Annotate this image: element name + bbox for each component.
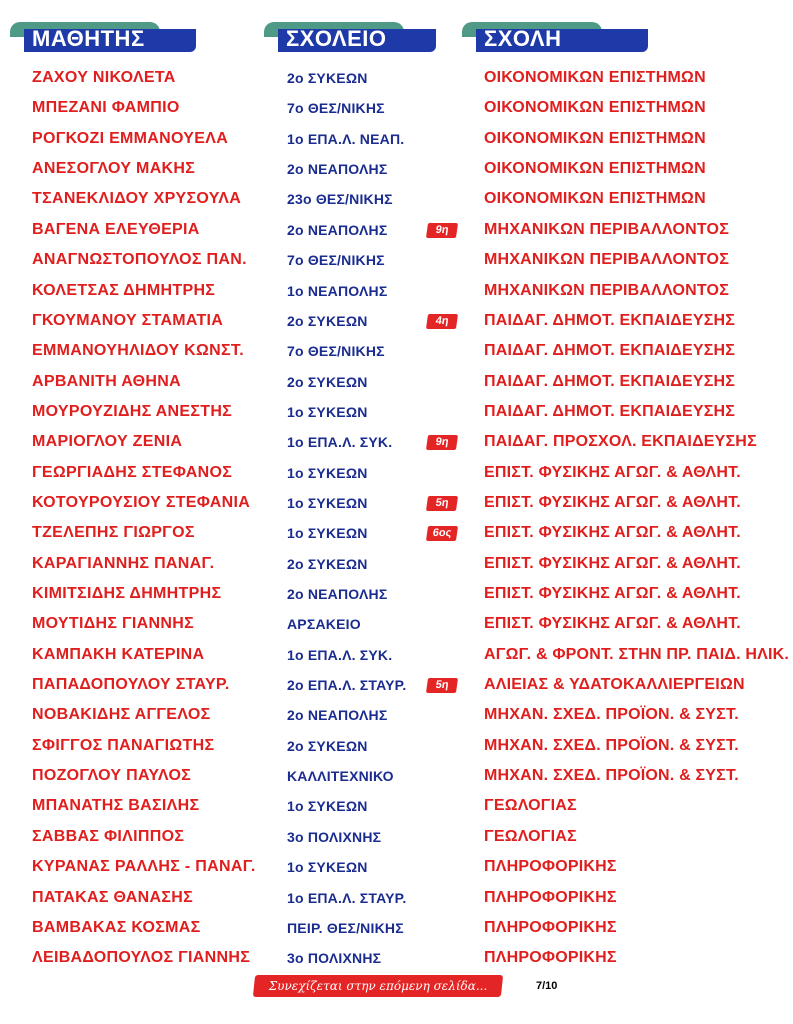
rank-badge: 5η bbox=[426, 678, 458, 693]
student-name: ΠΑΠΑΔΟΠΟΥΛΟΥ ΣΤΑΥΡ. bbox=[32, 676, 230, 693]
list-item bbox=[0, 336, 793, 366]
school-name: 7ο ΘΕΣ/ΝΙΚΗΣ bbox=[287, 100, 385, 117]
student-name: ΖΑΧΟΥ ΝΙΚΟΛΕΤΑ bbox=[32, 69, 176, 86]
continued-text: Συνεχίζεται στην επόμενη σελίδα... bbox=[268, 979, 488, 993]
list-item bbox=[0, 943, 793, 973]
list-item bbox=[0, 822, 793, 852]
student-name: ΜΠΕΖΑΝΙ ΦΑΜΠΙΟ bbox=[32, 99, 180, 117]
header-faculty-label: ΣΧΟΛΗ bbox=[484, 26, 562, 51]
list-item bbox=[0, 215, 793, 245]
list-item bbox=[0, 913, 793, 943]
student-name: ΚΟΤΟΥΡΟΥΣΙΟΥ ΣΤΕΦΑΝΙΑ bbox=[32, 493, 251, 511]
list-item bbox=[0, 640, 793, 670]
faculty-name: ΜΗΧΑΝ. ΣΧΕΔ. ΠΡΟΪΟΝ. & ΣΥΣΤ. bbox=[484, 736, 739, 754]
list-item bbox=[0, 367, 793, 397]
rank-badge: 9η bbox=[426, 223, 458, 238]
faculty-name: ΕΠΙΣΤ. ΦΥΣΙΚΗΣ ΑΓΩΓ. & ΑΘΛΗΤ. bbox=[484, 463, 741, 481]
school-name: 1ο ΣΥΚΕΩΝ bbox=[287, 859, 368, 876]
school-name: 1ο ΣΥΚΕΩΝ bbox=[287, 403, 368, 420]
faculty-name: ΠΛΗΡΟΦΟΡΙΚΗΣ bbox=[484, 858, 617, 876]
faculty-name: ΠΛΗΡΟΦΟΡΙΚΗΣ bbox=[484, 888, 617, 906]
list-item bbox=[0, 852, 793, 882]
school-name: ΠΕΙΡ. ΘΕΣ/ΝΙΚΗΣ bbox=[287, 919, 404, 936]
student-name: ΝΟΒΑΚΙΔΗΣ ΑΓΓΕΛΟΣ bbox=[32, 706, 211, 724]
faculty-name: ΠΛΗΡΟΦΟΡΙΚΗΣ bbox=[484, 918, 617, 936]
list-item bbox=[0, 124, 793, 154]
list-item bbox=[0, 579, 793, 609]
header-school-label: ΣΧΟΛΕΙΟ bbox=[286, 26, 387, 51]
school-name: 2ο ΕΠΑ.Λ. ΣΤΑΥΡ. bbox=[287, 677, 407, 693]
faculty-name: ΑΓΩΓ. & ΦΡΟΝΤ. ΣΤΗΝ ΠΡ. ΠΑΙΔ. ΗΛΙΚ. bbox=[484, 645, 790, 663]
list-item bbox=[0, 397, 793, 427]
faculty-name: ΑΛΙΕΙΑΣ & ΥΔΑΤΟΚΑΛΛΙΕΡΓΕΙΩΝ bbox=[484, 676, 745, 693]
list-item bbox=[0, 883, 793, 913]
rank-badge: 9η bbox=[426, 435, 458, 450]
student-name: ΠΟΖΟΓΛΟΥ ΠΑΥΛΟΣ bbox=[32, 767, 192, 785]
school-name: 1ο ΕΠΑ.Λ. ΣΥΚ. bbox=[287, 434, 393, 451]
list-item bbox=[0, 731, 793, 761]
faculty-name: ΠΑΙΔΑΓ. ΔΗΜΟΤ. ΕΚΠΑΙΔΕΥΣΗΣ bbox=[484, 311, 736, 329]
student-name: ΣΑΒΒΑΣ ΦΙΛΙΠΠΟΣ bbox=[32, 827, 185, 845]
faculty-name: ΕΠΙΣΤ. ΦΥΣΙΚΗΣ ΑΓΩΓ. & ΑΘΛΗΤ. bbox=[484, 615, 741, 633]
student-name: ΤΣΑΝΕΚΛΙΔΟΥ ΧΡΥΣΟΥΛΑ bbox=[32, 190, 242, 208]
student-name: ΒΑΜΒΑΚΑΣ ΚΟΣΜΑΣ bbox=[32, 918, 201, 936]
school-name: 1ο ΣΥΚΕΩΝ bbox=[287, 494, 368, 511]
list-item bbox=[0, 700, 793, 730]
school-name: 3ο ΠΟΛΙΧΝΗΣ bbox=[287, 828, 382, 845]
school-name: ΚΑΛΛΙΤΕΧΝΙΚΟ bbox=[287, 768, 394, 785]
school-name: 2ο ΝΕΑΠΟΛΗΣ bbox=[287, 707, 388, 724]
school-name: 2ο ΣΥΚΕΩΝ bbox=[287, 373, 368, 390]
faculty-name: ΠΑΙΔΑΓ. ΔΗΜΟΤ. ΕΚΠΑΙΔΕΥΣΗΣ bbox=[484, 372, 736, 390]
faculty-name: ΓΕΩΛΟΓΙΑΣ bbox=[484, 827, 577, 845]
school-name: 3ο ΠΟΛΙΧΝΗΣ bbox=[287, 950, 382, 967]
list-item bbox=[0, 609, 793, 639]
school-name: 1ο ΣΥΚΕΩΝ bbox=[287, 798, 368, 815]
school-name: 2ο ΝΕΑΠΟΛΗΣ bbox=[287, 221, 388, 238]
faculty-name: ΕΠΙΣΤ. ΦΥΣΙΚΗΣ ΑΓΩΓ. & ΑΘΛΗΤ. bbox=[484, 493, 741, 511]
faculty-name: ΟΙΚΟΝΟΜΙΚΩΝ ΕΠΙΣΤΗΜΩΝ bbox=[484, 129, 706, 147]
student-name: ΑΝΕΣΟΓΛΟΥ ΜΑΚΗΣ bbox=[32, 160, 196, 178]
list-item bbox=[0, 93, 793, 123]
student-name: ΚΑΡΑΓΙΑΝΝΗΣ ΠΑΝΑΓ. bbox=[32, 554, 215, 572]
faculty-name: ΟΙΚΟΝΟΜΙΚΩΝ ΕΠΙΣΤΗΜΩΝ bbox=[484, 160, 706, 178]
student-name: ΒΑΓΕΝΑ ΕΛΕΥΘΕΡΙΑ bbox=[32, 220, 200, 238]
faculty-name: ΕΠΙΣΤ. ΦΥΣΙΚΗΣ ΑΓΩΓ. & ΑΘΛΗΤ. bbox=[484, 554, 741, 572]
student-name: ΚΙΜΙΤΣΙΔΗΣ ΔΗΜΗΤΡΗΣ bbox=[32, 585, 222, 602]
list-item bbox=[0, 670, 793, 700]
student-name: ΚΟΛΕΤΣΑΣ ΔΗΜΗΤΡΗΣ bbox=[32, 281, 216, 299]
school-name: 1ο ΣΥΚΕΩΝ bbox=[287, 464, 368, 481]
faculty-name: ΜΗΧΑΝΙΚΩΝ ΠΕΡΙΒΑΛΛΟΝΤΟΣ bbox=[484, 251, 729, 269]
school-name: ΑΡΣΑΚΕΙΟ bbox=[287, 616, 361, 633]
list-item bbox=[0, 427, 793, 457]
faculty-name: ΠΛΗΡΟΦΟΡΙΚΗΣ bbox=[484, 949, 617, 967]
student-name: ΕΜΜΑΝΟΥΗΛΙΔΟΥ ΚΩΝΣΤ. bbox=[32, 342, 244, 360]
faculty-name: ΠΑΙΔΑΓ. ΠΡΟΣΧΟΛ. ΕΚΠΑΙΔΕΥΣΗΣ bbox=[484, 433, 757, 451]
faculty-name: ΜΗΧΑΝ. ΣΧΕΔ. ΠΡΟΪΟΝ. & ΣΥΣΤ. bbox=[484, 706, 739, 724]
list-item bbox=[0, 306, 793, 336]
list-item bbox=[0, 276, 793, 306]
faculty-name: ΓΕΩΛΟΓΙΑΣ bbox=[484, 797, 577, 815]
school-name: 1ο ΕΠΑ.Λ. ΣΥΚ. bbox=[287, 646, 393, 663]
faculty-name: ΕΠΙΣΤ. ΦΥΣΙΚΗΣ ΑΓΩΓ. & ΑΘΛΗΤ. bbox=[484, 524, 741, 542]
faculty-name: ΠΑΙΔΑΓ. ΔΗΜΟΤ. ΕΚΠΑΙΔΕΥΣΗΣ bbox=[484, 402, 736, 420]
student-name: ΣΦΙΓΓΟΣ ΠΑΝΑΓΙΩΤΗΣ bbox=[32, 736, 215, 754]
rank-badge: 6ος bbox=[426, 526, 458, 541]
school-name: 1ο ΕΠΑ.Λ. ΣΤΑΥΡ. bbox=[287, 889, 407, 906]
student-name: ΜΠΑΝΑΤΗΣ ΒΑΣΙΛΗΣ bbox=[32, 797, 200, 815]
school-name: 2ο ΣΥΚΕΩΝ bbox=[287, 737, 368, 754]
list-item bbox=[0, 488, 793, 518]
faculty-name: ΟΙΚΟΝΟΜΙΚΩΝ ΕΠΙΣΤΗΜΩΝ bbox=[484, 69, 706, 86]
student-name: ΜΟΥΤΙΔΗΣ ΓΙΑΝΝΗΣ bbox=[32, 615, 195, 633]
page-number: 7/10 bbox=[536, 980, 558, 992]
rank-badge: 5η bbox=[426, 496, 458, 511]
header-student bbox=[10, 22, 196, 52]
faculty-name: ΕΠΙΣΤ. ΦΥΣΙΚΗΣ ΑΓΩΓ. & ΑΘΛΗΤ. bbox=[484, 585, 741, 602]
school-name: 2ο ΣΥΚΕΩΝ bbox=[287, 312, 368, 329]
student-name: ΡΟΓΚΟΖΙ ΕΜΜΑΝΟΥΕΛΑ bbox=[32, 129, 229, 147]
list-item bbox=[0, 791, 793, 821]
school-name: 1ο ΕΠΑ.Λ. ΝΕΑΠ. bbox=[287, 130, 405, 147]
list-item bbox=[0, 184, 793, 214]
faculty-name: ΜΗΧΑΝ. ΣΧΕΔ. ΠΡΟΪΟΝ. & ΣΥΣΤ. bbox=[484, 767, 739, 785]
student-name: ΜΑΡΙΟΓΛΟΥ ΖΕΝΙΑ bbox=[32, 433, 183, 451]
student-name: ΤΖΕΛΕΠΗΣ ΓΙΩΡΓΟΣ bbox=[32, 524, 195, 542]
school-name: 1ο ΣΥΚΕΩΝ bbox=[287, 525, 368, 542]
list-item bbox=[0, 518, 793, 548]
faculty-name: ΜΗΧΑΝΙΚΩΝ ΠΕΡΙΒΑΛΛΟΝΤΟΣ bbox=[484, 281, 729, 299]
faculty-name: ΜΗΧΑΝΙΚΩΝ ΠΕΡΙΒΑΛΛΟΝΤΟΣ bbox=[484, 220, 729, 238]
list-item bbox=[0, 245, 793, 275]
school-name: 2ο ΝΕΑΠΟΛΗΣ bbox=[287, 586, 388, 602]
list-item bbox=[0, 63, 793, 93]
faculty-name: ΟΙΚΟΝΟΜΙΚΩΝ ΕΠΙΣΤΗΜΩΝ bbox=[484, 99, 706, 117]
student-name: ΑΝΑΓΝΩΣΤΟΠΟΥΛΟΣ ΠΑΝ. bbox=[32, 251, 247, 269]
list-item bbox=[0, 458, 793, 488]
student-name: ΚΑΜΠΑΚΗ ΚΑΤΕΡΙΝΑ bbox=[32, 645, 205, 663]
student-name: ΓΚΟΥΜΑΝΟΥ ΣΤΑΜΑΤΙΑ bbox=[32, 311, 224, 329]
student-name: ΜΟΥΡΟΥΖΙΔΗΣ ΑΝΕΣΤΗΣ bbox=[32, 402, 233, 420]
rank-badge: 4η bbox=[426, 314, 458, 329]
list-item bbox=[0, 549, 793, 579]
list-item bbox=[0, 154, 793, 184]
list-item bbox=[0, 761, 793, 791]
school-name: 2ο ΣΥΚΕΩΝ bbox=[287, 70, 368, 86]
student-name: ΚΥΡΑΝΑΣ ΡΑΛΛΗΣ - ΠΑΝΑΓ. bbox=[32, 858, 256, 876]
school-name: 2ο ΣΥΚΕΩΝ bbox=[287, 555, 368, 572]
student-name: ΠΑΤΑΚΑΣ ΘΑΝΑΣΗΣ bbox=[32, 888, 194, 906]
header-school bbox=[264, 22, 436, 52]
header-faculty bbox=[462, 22, 648, 52]
school-name: 1ο ΝΕΑΠΟΛΗΣ bbox=[287, 282, 388, 299]
faculty-name: ΟΙΚΟΝΟΜΙΚΩΝ ΕΠΙΣΤΗΜΩΝ bbox=[484, 190, 706, 208]
student-name: ΑΡΒΑΝΙΤΗ ΑΘΗΝΑ bbox=[32, 372, 181, 390]
header-student-label: ΜΑΘΗΤΗΣ bbox=[32, 26, 145, 51]
student-name: ΓΕΩΡΓΙΑΔΗΣ ΣΤΕΦΑΝΟΣ bbox=[32, 463, 233, 481]
school-name: 7ο ΘΕΣ/ΝΙΚΗΣ bbox=[287, 343, 385, 360]
faculty-name: ΠΑΙΔΑΓ. ΔΗΜΟΤ. ΕΚΠΑΙΔΕΥΣΗΣ bbox=[484, 342, 736, 360]
student-name: ΛΕΙΒΑΔΟΠΟΥΛΟΣ ΓΙΑΝΝΗΣ bbox=[32, 949, 251, 967]
school-name: 2ο ΝΕΑΠΟΛΗΣ bbox=[287, 161, 388, 178]
school-name: 7ο ΘΕΣ/ΝΙΚΗΣ bbox=[287, 252, 385, 269]
school-name: 23ο ΘΕΣ/ΝΙΚΗΣ bbox=[287, 191, 393, 208]
